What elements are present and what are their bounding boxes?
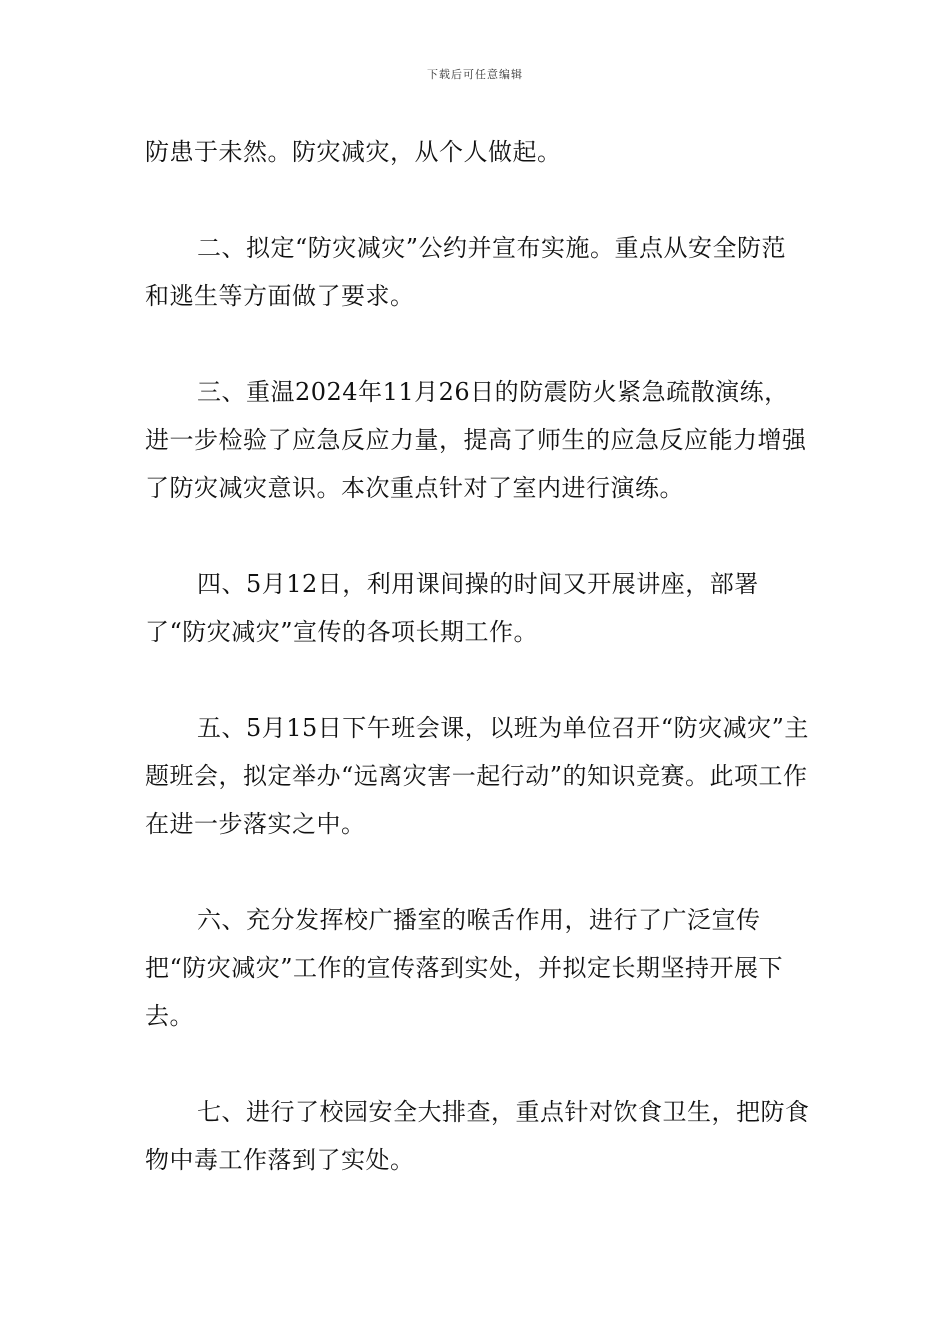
paragraph-item-7: 七、进行了校园安全大排查，重点针对饮食卫生，把防食物中毒工作落到了实处。 <box>145 1098 810 1174</box>
page-header-note: 下载后可任意编辑 <box>427 68 523 81</box>
paragraph-item-5: 五、5月15日下午班会课，以班为单位召开“防灾减灾”主题班会，拟定举办“远离灾害一起行动”的知识竞赛。此项工作在进一步落实之中。 <box>145 714 809 838</box>
paragraph-item-6: 六、充分发挥校广播室的喉舌作用，进行了广泛宣传把“防灾减灾”工作的宣传落到实处，并拟定长期坚持开展下去。 <box>145 906 784 1030</box>
paragraph-item-4: 四、5月12日，利用课间操的时间又开展讲座，部署了“防灾减灾”宣传的各项长期工作。 <box>145 570 759 646</box>
paragraph-item-2: 二、拟定“防灾减灾”公约并宣布实施。重点从安全防范和逃生等方面做了要求。 <box>145 234 787 310</box>
paragraph-item-3: 三、重温2024年11月26日的防震防火紧急疏散演练，进一步检验了应急反应力量，提高了师生的应急反应能力增强了防灾减灾意识。本次重点针对了室内进行演练。 <box>145 378 807 502</box>
paragraph-continuation: 防患于未然。防灾减灾，从个人做起。 <box>145 138 562 166</box>
document-body <box>145 128 810 1232</box>
